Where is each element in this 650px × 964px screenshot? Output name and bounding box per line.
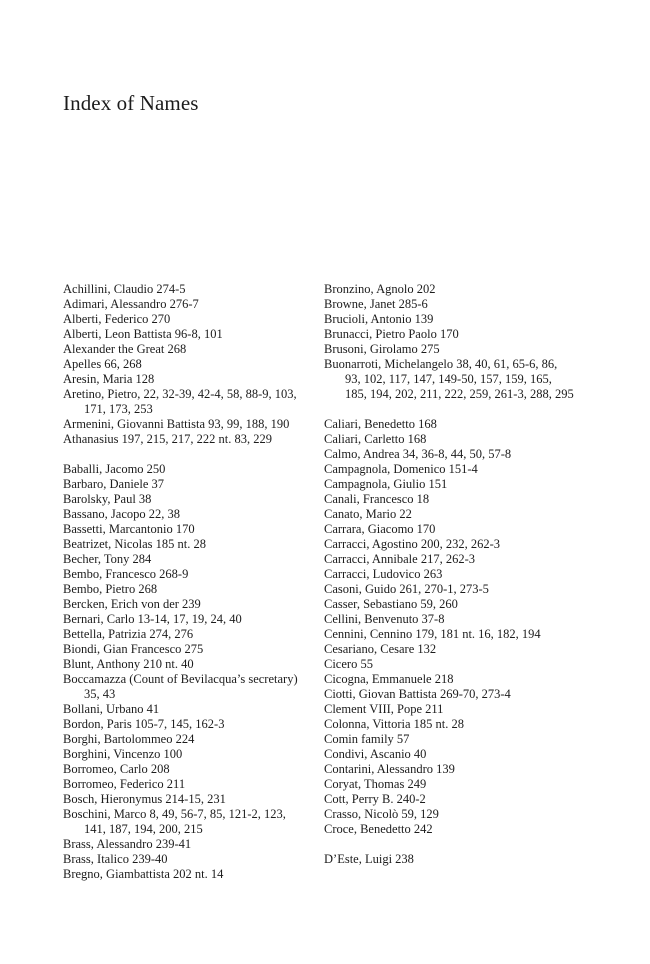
index-entry: Calmo, Andrea 34, 36-8, 44, 50, 57-8 xyxy=(324,447,512,461)
index-entry: Bollani, Urbano 41 xyxy=(63,702,160,716)
index-entry: Becher, Tony 284 xyxy=(63,552,152,566)
index-entry: Brass, Italico 239-40 xyxy=(63,852,168,866)
index-entry: Clement VIII, Pope 211 xyxy=(324,702,444,716)
index-entry: Campagnola, Domenico 151-4 xyxy=(324,462,478,476)
page-title: Index of Names xyxy=(63,91,199,115)
index-entry: Apelles 66, 268 xyxy=(63,357,142,371)
index-entry: Alexander the Great 268 xyxy=(63,342,187,356)
index-entry: Bembo, Pietro 268 xyxy=(63,582,158,596)
index-entry: Brusoni, Girolamo 275 xyxy=(324,342,440,356)
index-entry: Canali, Francesco 18 xyxy=(324,492,430,506)
index-entry: Casoni, Guido 261, 270-1, 273-5 xyxy=(324,582,489,596)
index-entry: Athanasius 197, 215, 217, 222 nt. 83, 229 xyxy=(63,432,273,446)
index-entry: Barbaro, Daniele 37 xyxy=(63,477,165,491)
index-entry: Alberti, Federico 270 xyxy=(63,312,171,326)
index-entry: Borromeo, Federico 211 xyxy=(63,777,186,791)
index-entry: Bercken, Erich von der 239 xyxy=(63,597,201,611)
index-entry: Borghi, Bartolommeo 224 xyxy=(63,732,195,746)
index-entry: Aretino, Pietro, 22, 32-39, 42-4, 58, 88-9, 103, 171, 173, 253 xyxy=(63,387,297,416)
index-entry: Beatrizet, Nicolas 185 nt. 28 xyxy=(63,537,207,551)
index-entry: Bembo, Francesco 268-9 xyxy=(63,567,189,581)
index-entry: Contarini, Alessandro 139 xyxy=(324,762,455,776)
index-entry: Boccamazza (Count of Bevilacqua’s secretary) 35, 43 xyxy=(63,672,298,701)
index-entry: Adimari, Alessandro 276-7 xyxy=(63,297,199,311)
index-entry: Caliari, Carletto 168 xyxy=(324,432,427,446)
index-entry: Borromeo, Carlo 208 xyxy=(63,762,170,776)
index-entry: Bregno, Giambattista 202 nt. 14 xyxy=(63,867,224,881)
index-entry: Carracci, Agostino 200, 232, 262-3 xyxy=(324,537,501,551)
index-entry: Bassano, Jacopo 22, 38 xyxy=(63,507,180,521)
index-entry: Brucioli, Antonio 139 xyxy=(324,312,434,326)
index-entry: Brunacci, Pietro Paolo 170 xyxy=(324,327,459,341)
index-entry: Coryat, Thomas 249 xyxy=(324,777,427,791)
index-entry: D’Este, Luigi 238 xyxy=(324,852,414,866)
index-entry: Carrara, Giacomo 170 xyxy=(324,522,436,536)
index-entry: Cellini, Benvenuto 37-8 xyxy=(324,612,445,626)
index-column-left xyxy=(63,282,309,882)
index-entry: Blunt, Anthony 210 nt. 40 xyxy=(63,657,194,671)
index-entry: Bettella, Patrizia 274, 276 xyxy=(63,627,194,641)
index-entry: Brass, Alessandro 239-41 xyxy=(63,837,192,851)
index-entry: Carracci, Ludovico 263 xyxy=(324,567,443,581)
index-entry: Baballi, Jacomo 250 xyxy=(63,462,166,476)
index-entry: Browne, Janet 285-6 xyxy=(324,297,428,311)
index-entry: Barolsky, Paul 38 xyxy=(63,492,152,506)
index-entry: Achillini, Claudio 274-5 xyxy=(63,282,186,296)
index-entry: Ciotti, Giovan Battista 269-70, 273-4 xyxy=(324,687,511,701)
index-entry: Bassetti, Marcantonio 170 xyxy=(63,522,195,536)
index-entry: Carracci, Annibale 217, 262-3 xyxy=(324,552,475,566)
index-entry: Canato, Mario 22 xyxy=(324,507,412,521)
index-entry: Bronzino, Agnolo 202 xyxy=(324,282,436,296)
index-entry: Bordon, Paris 105-7, 145, 162-3 xyxy=(63,717,225,731)
index-entry: Colonna, Vittoria 185 nt. 28 xyxy=(324,717,464,731)
index-entry: Bosch, Hieronymus 214-15, 231 xyxy=(63,792,226,806)
index-entry: Cesariano, Cesare 132 xyxy=(324,642,437,656)
index-entry: Cennini, Cennino 179, 181 nt. 16, 182, 194 xyxy=(324,627,541,641)
index-entry: Bernari, Carlo 13-14, 17, 19, 24, 40 xyxy=(63,612,242,626)
index-entry: Comin family 57 xyxy=(324,732,410,746)
index-entry: Buonarroti, Michelangelo 38, 40, 61, 65-6, 86, 93, 102, 117, 147, 149-50, 157, 159, 165, 185, 194, 202, 211, 222, 259, 261-3, 288, 295 xyxy=(324,357,574,401)
index-entry: Croce, Benedetto 242 xyxy=(324,822,433,836)
index-entry: Crasso, Nicolò 59, 129 xyxy=(324,807,439,821)
index-column-right xyxy=(324,282,574,867)
index-entry: Casser, Sebastiano 59, 260 xyxy=(324,597,458,611)
index-entry: Cicero 55 xyxy=(324,657,373,671)
index-entry: Caliari, Benedetto 168 xyxy=(324,417,437,431)
index-entry: Armenini, Giovanni Battista 93, 99, 188, 190 xyxy=(63,417,290,431)
index-entry: Condivi, Ascanio 40 xyxy=(324,747,427,761)
index-entry: Alberti, Leon Battista 96-8, 101 xyxy=(63,327,223,341)
index-entry: Campagnola, Giulio 151 xyxy=(324,477,448,491)
index-entry: Borghini, Vincenzo 100 xyxy=(63,747,183,761)
index-entry: Cicogna, Emmanuele 218 xyxy=(324,672,454,686)
index-entry: Cott, Perry B. 240-2 xyxy=(324,792,426,806)
index-entry: Boschini, Marco 8, 49, 56-7, 85, 121-2, 123, 141, 187, 194, 200, 215 xyxy=(63,807,286,836)
index-entry: Aresin, Maria 128 xyxy=(63,372,155,386)
index-entry: Biondi, Gian Francesco 275 xyxy=(63,642,204,656)
